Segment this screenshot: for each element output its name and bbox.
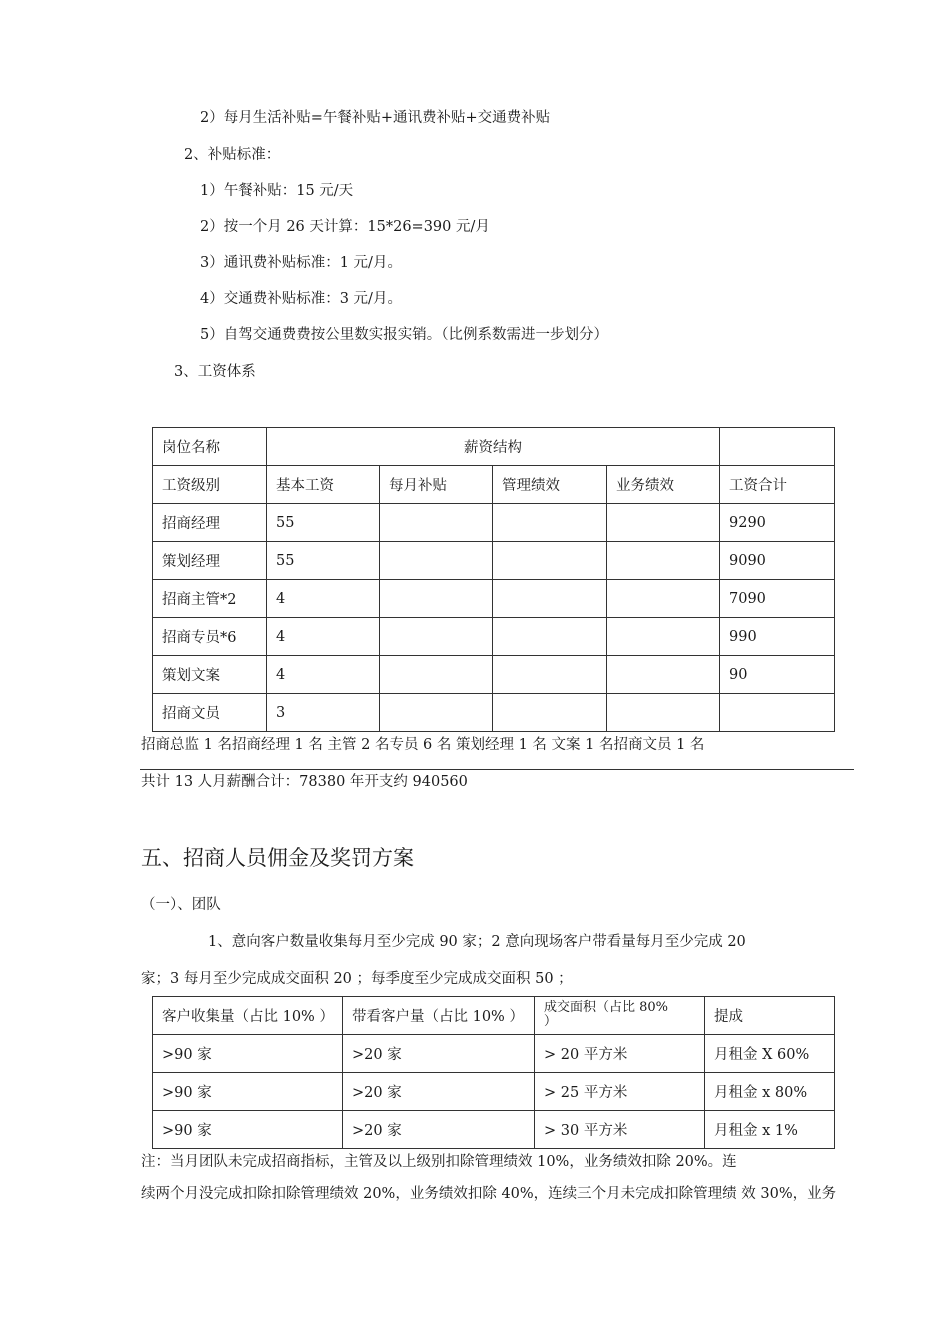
table-cell — [607, 542, 720, 580]
table-cell: > 25 平方米 — [535, 1073, 705, 1111]
paragraph: 1、意向客户数量收集每月至少完成 90 家；2 意向现场客户带看量每月至少完成 20 — [208, 934, 746, 950]
table-row — [153, 1073, 835, 1111]
header-cell — [535, 997, 705, 1035]
text-line: 2、补贴标准： — [184, 147, 281, 163]
table-cell — [607, 618, 720, 656]
header-cell: 岗位名称 — [153, 428, 267, 466]
table-cell: 招商专员*6 — [153, 618, 267, 656]
table-row — [153, 694, 835, 732]
header-cell: 基本工资 — [267, 466, 380, 504]
header-line: ） — [544, 1013, 558, 1029]
table-cell: 3 — [267, 694, 380, 732]
note: 注：当月团队未完成招商指标，主管及以上级别扣除管理绩效 10%，业务绩效扣除 20%。连 — [141, 1154, 737, 1170]
table-cell — [607, 504, 720, 542]
table-cell — [380, 504, 493, 542]
table-cell — [380, 656, 493, 694]
table-cell — [493, 504, 607, 542]
text-line: 2）按一个月 26 天计算：15*26=390 元/月 — [200, 219, 490, 235]
table-row — [153, 504, 835, 542]
table-cell: >90 家 — [153, 1073, 343, 1111]
table-cell — [493, 694, 607, 732]
table-row — [153, 997, 835, 1035]
table-cell — [607, 694, 720, 732]
table-cell — [607, 580, 720, 618]
table-cell — [380, 580, 493, 618]
header-cell: 每月补贴 — [380, 466, 493, 504]
table-cell: 7090 — [720, 580, 835, 618]
table-cell: 4 — [267, 618, 380, 656]
text-line: 2）每月生活补贴=午餐补贴+通讯费补贴+交通费补贴 — [200, 110, 551, 126]
table-cell: 月租金 x 80% — [705, 1073, 835, 1111]
table-cell — [720, 694, 835, 732]
header-cell: 提成 — [705, 997, 835, 1035]
table-cell — [493, 580, 607, 618]
total-note: 共计 13 人月薪酬合计：78380 年开支约 940560 — [141, 774, 468, 790]
table-cell: >90 家 — [153, 1035, 343, 1073]
table-cell — [493, 618, 607, 656]
table-cell: 策划经理 — [153, 542, 267, 580]
table-row — [153, 580, 835, 618]
table-cell: 招商文员 — [153, 694, 267, 732]
table-cell — [493, 542, 607, 580]
table-cell: 招商主管*2 — [153, 580, 267, 618]
header-cell: 管理绩效 — [493, 466, 607, 504]
table-cell: 月租金 x 1% — [705, 1111, 835, 1149]
note: 续两个月没完成扣除扣除管理绩效 20%，业务绩效扣除 40%，连续三个月未完成扣除管理绩 效 30%，业务 — [141, 1186, 837, 1202]
header-cell: 业务绩效 — [607, 466, 720, 504]
paragraph: 家；3 每月至少完成成交面积 20 ；每季度至少完成成交面积 50 ； — [141, 971, 573, 987]
table-cell: 55 — [267, 542, 380, 580]
text-line: 3）通讯费补贴标准：1 元/月。 — [200, 255, 402, 271]
text-line: 4）交通费补贴标准：3 元/月。 — [200, 291, 402, 307]
header-cell: 客户收集量（占比 10% ） — [153, 997, 343, 1035]
table-row — [153, 1111, 835, 1149]
divider — [140, 769, 854, 770]
table-row — [153, 542, 835, 580]
table-cell: 月租金 X 60% — [705, 1035, 835, 1073]
table-cell — [607, 656, 720, 694]
table-cell — [493, 656, 607, 694]
salary-table — [152, 427, 835, 732]
table-cell: 990 — [720, 618, 835, 656]
header-cell — [720, 428, 835, 466]
table-cell: 9090 — [720, 542, 835, 580]
table-cell: >20 家 — [343, 1035, 535, 1073]
text-line: 3、工资体系 — [174, 364, 256, 380]
header-cell: 薪资结构 — [267, 428, 720, 466]
table-cell: >20 家 — [343, 1111, 535, 1149]
table-row — [153, 428, 835, 466]
table-cell: 55 — [267, 504, 380, 542]
text-line: 1）午餐补贴：15 元/天 — [200, 183, 354, 199]
table-cell — [380, 694, 493, 732]
table-cell: 90 — [720, 656, 835, 694]
table-row — [153, 618, 835, 656]
table-cell: 9290 — [720, 504, 835, 542]
header-cell: 工资级别 — [153, 466, 267, 504]
table-cell: 4 — [267, 580, 380, 618]
table-cell: >90 家 — [153, 1111, 343, 1149]
table-row — [153, 656, 835, 694]
header-line: 成交面积（占比 80% — [544, 1000, 669, 1015]
table-cell: > 30 平方米 — [535, 1111, 705, 1149]
table-cell: >20 家 — [343, 1073, 535, 1111]
subsection-title: （一）、团队 — [141, 897, 221, 913]
table-cell: 4 — [267, 656, 380, 694]
commission-table — [152, 996, 835, 1149]
table-cell: > 20 平方米 — [535, 1035, 705, 1073]
staff-note: 招商总监 1 名招商经理 1 名 主管 2 名专员 6 名 策划经理 1 名 文案 1 名招商文员 1 名 — [141, 737, 705, 753]
table-cell: 策划文案 — [153, 656, 267, 694]
table-cell: 招商经理 — [153, 504, 267, 542]
section-title: 五、招商人员佣金及奖罚方案 — [141, 846, 414, 870]
table-cell — [380, 618, 493, 656]
table-row — [153, 466, 835, 504]
header-cell: 工资合计 — [720, 466, 835, 504]
header-cell: 带看客户量（占比 10% ） — [343, 997, 535, 1035]
table-cell — [380, 542, 493, 580]
text-line: 5）自驾交通费费按公里数实报实销。（比例系数需进一步划分） — [200, 327, 608, 343]
table-row — [153, 1035, 835, 1073]
